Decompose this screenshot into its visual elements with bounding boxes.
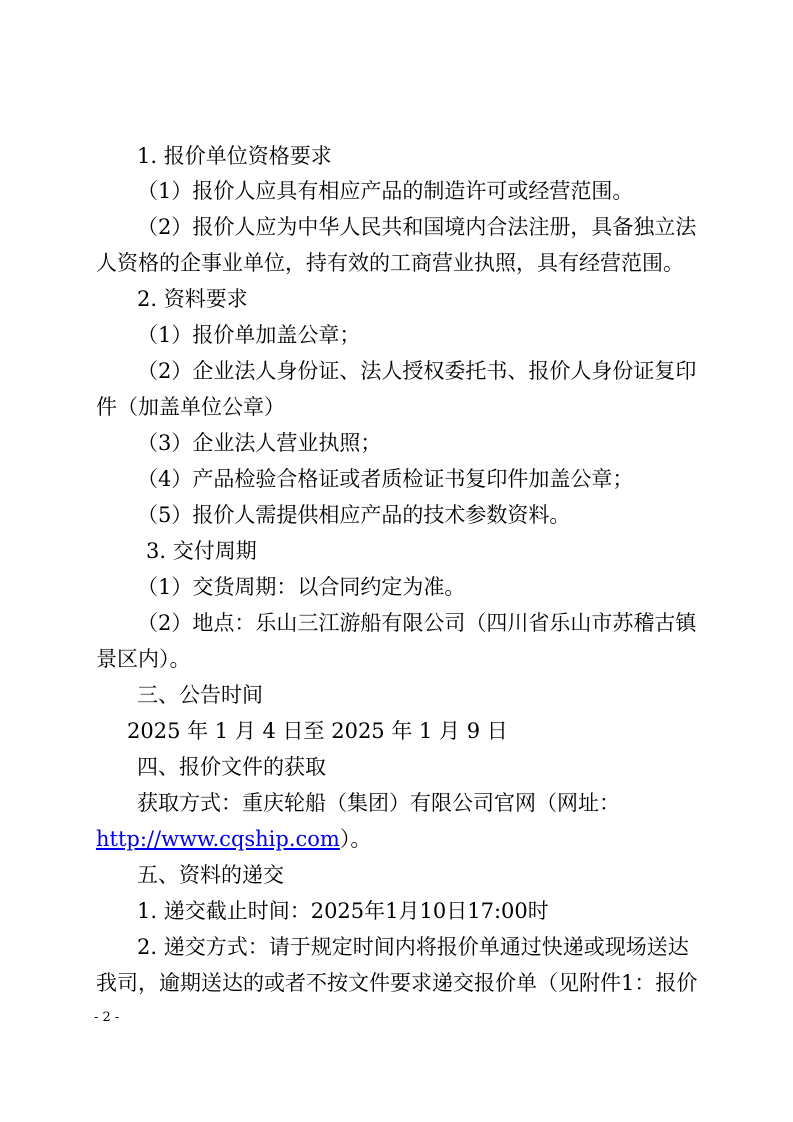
paragraph-line: 我司，逾期送达的或者不按文件要求递交报价单（见附件1：报价 — [96, 971, 698, 995]
paragraph-line: （3）企业法人营业执照； — [137, 431, 382, 455]
website-link[interactable]: http://www.cqship.com — [96, 827, 340, 851]
section-heading-delivery: 3. 交付周期 — [146, 539, 257, 563]
section-heading-submission: 五、资料的递交 — [137, 863, 284, 887]
paragraph-line: （5）报价人需提供相应产品的技术参数资料。 — [137, 503, 571, 527]
paragraph-line: （2）地点：乐山三江游船有限公司（四川省乐山市苏稽古镇 — [137, 611, 697, 635]
paragraph-line: 人资格的企事业单位，持有效的工商营业执照，具有经营范围。 — [96, 251, 684, 275]
section-heading-materials: 2. 资料要求 — [137, 287, 248, 311]
paragraph-line: （2）报价人应为中华人民共和国境内合法注册，具备独立法 — [137, 215, 697, 239]
paragraph-line: 1. 递交截止时间：2025年1月10日17:00时 — [137, 899, 549, 923]
page-number: - 2 - — [94, 1010, 120, 1025]
paragraph-line: 景区内）。 — [96, 647, 191, 671]
paragraph-line: （4）产品检验合格证或者质检证书复印件加盖公章； — [137, 467, 634, 491]
paragraph-line: 获取方式：重庆轮船（集团）有限公司官网（网址： — [137, 791, 620, 815]
section-heading-announcement-time: 三、公告时间 — [137, 683, 263, 707]
website-line — [96, 825, 371, 853]
paragraph-line: （1）交货周期：以合同约定为准。 — [137, 575, 466, 599]
section-heading-qualification: 1. 报价单位资格要求 — [137, 144, 332, 168]
website-line-suffix: ）。 — [339, 827, 372, 851]
paragraph-line: （1）报价单加盖公章； — [137, 323, 361, 347]
paragraph-line: （1）报价人应具有相应产品的制造许可或经营范围。 — [137, 179, 634, 203]
announcement-date-range: 2025 年 1 月 4 日至 2025 年 1 月 9 日 — [127, 719, 508, 743]
paragraph-line: 件（加盖单位公章） — [96, 395, 285, 419]
section-heading-quotation-file: 四、报价文件的获取 — [137, 755, 326, 779]
paragraph-line: 2. 递交方式：请于规定时间内将报价单通过快递或现场送达 — [137, 935, 689, 959]
paragraph-line: （2）企业法人身份证、法人授权委托书、报价人身份证复印 — [137, 359, 697, 383]
